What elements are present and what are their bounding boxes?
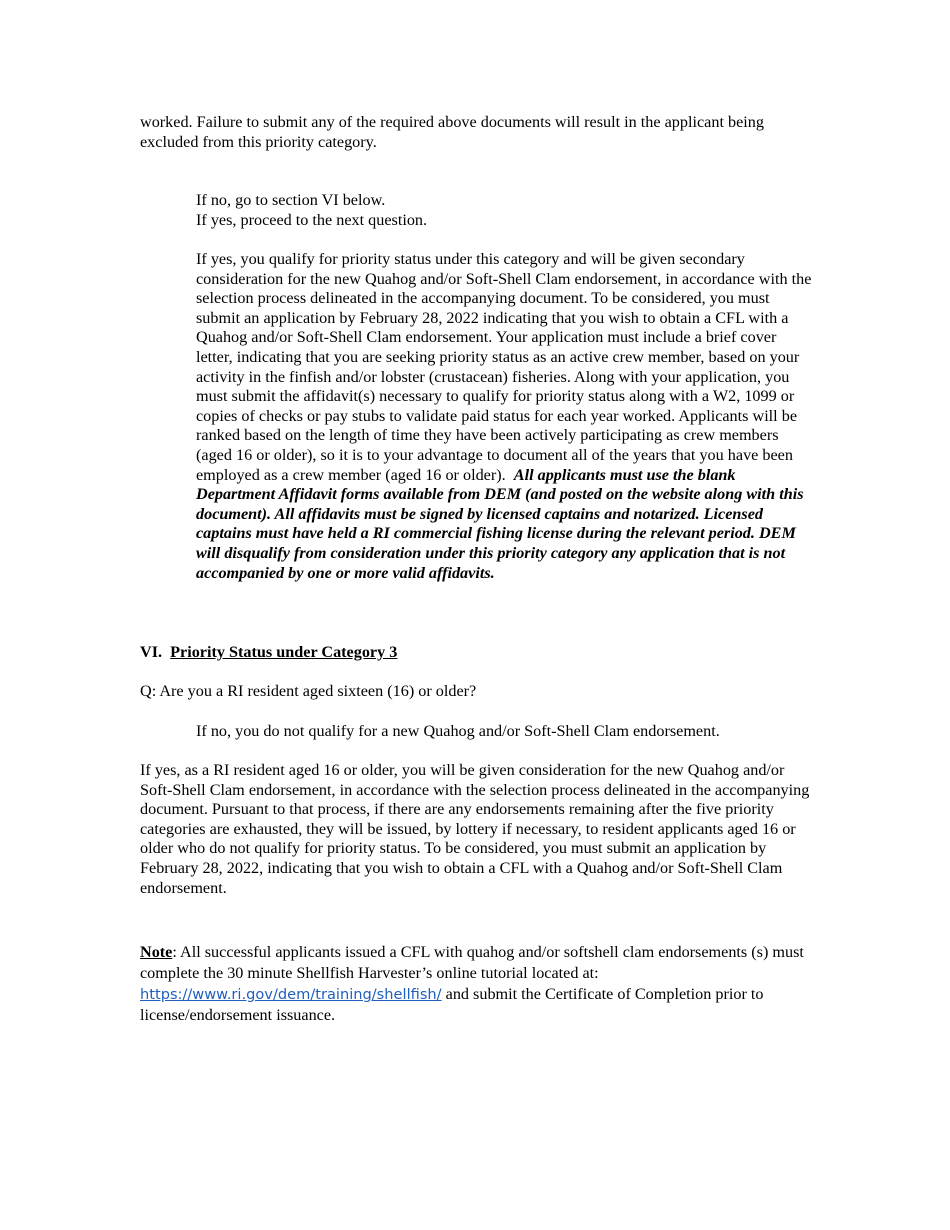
note-text-2: and submit the Certificate of Completion prior to license/endorsement issuance. — [140, 985, 764, 1024]
section-number: VI. — [140, 643, 163, 661]
shellfish-tutorial-link[interactable]: https://www.ri.gov/dem/training/shellfish/ — [140, 986, 442, 1003]
qualify-text: If yes, you qualify for priority status under this category and will be given secondary consideration for the new Quahog and/or Soft-Shell Clam endorsement, in accordance with the selection process delineated in the accompanying document. To be considered, you must submit an application by February 28, 2022 indicating that you wish to obtain a CFL with a Quahog and/or Soft-Shell Clam endorsement. Your application must include a brief cover letter, indicating that you are seeking priority status as an active crew member, based on your activity in the finfish and/or lobster (crustacean) fisheries. Along with your application, you must submit the affidavit(s) necessary to qualify for priority status along with a W2, 1099 or copies of checks or pay stubs to validate paid status for each year worked. Applicants will be ranked based on the length of time they have been actively participating as crew members (aged 16 or older), so it is to your advantage to document all of the years that you have been employed as a crew member (aged 16 or older). — [196, 250, 812, 484]
resident-question: Q: Are you a RI resident aged sixteen (16) or older? — [140, 682, 477, 700]
intro-continuation: worked. Failure to submit any of the required above documents will result in the applicant being excluded from this priority category. — [140, 113, 764, 151]
section-title: Priority Status under Category 3 — [170, 643, 398, 661]
note-paragraph — [140, 942, 820, 1026]
note-label: Note — [140, 943, 173, 961]
section-vi-heading — [140, 643, 820, 663]
if-yes-proceed: If yes, proceed to the next question. — [196, 211, 428, 229]
if-no-go-section-vi: If no, go to section VI below. — [196, 191, 386, 209]
if-no-not-qualify: If no, you do not qualify for a new Quahog and/or Soft-Shell Clam endorsement. — [196, 722, 720, 740]
note-text-1: : All successful applicants issued a CFL with quahog and/or softshell clam endorsements (s) must complete the 30 minute Shellfish Harvester’s online tutorial located at: — [140, 943, 804, 982]
resident-paragraph: If yes, as a RI resident aged 16 or older, you will be given consideration for the new Quahog and/or Soft-Shell Clam endorsement, in accordance with the selection process delineated in the accompanying document. Pursuant to that process, if there are any endorsements remaining after the five priority categories are exhausted, they will be issued, by lottery if necessary, to resident applicants aged 16 or older who do not qualify for priority status. To be considered, you must submit an application by February 28, 2022, indicating that you wish to obtain a CFL with a Quahog and/or Soft-Shell Clam endorsement. — [140, 761, 810, 897]
qualify-paragraph — [196, 250, 816, 583]
affidavit-requirement: All applicants must use the blank Department Affidavit forms available from DEM (and posted on the website along with this document). All affidavits must be signed by licensed captains and notarized. Licensed captains must have held a RI commercial fishing license during the relevant period. DEM will disqualify from consideration under this priority category any application that is not accompanied by one or more valid affidavits. — [196, 465, 804, 582]
